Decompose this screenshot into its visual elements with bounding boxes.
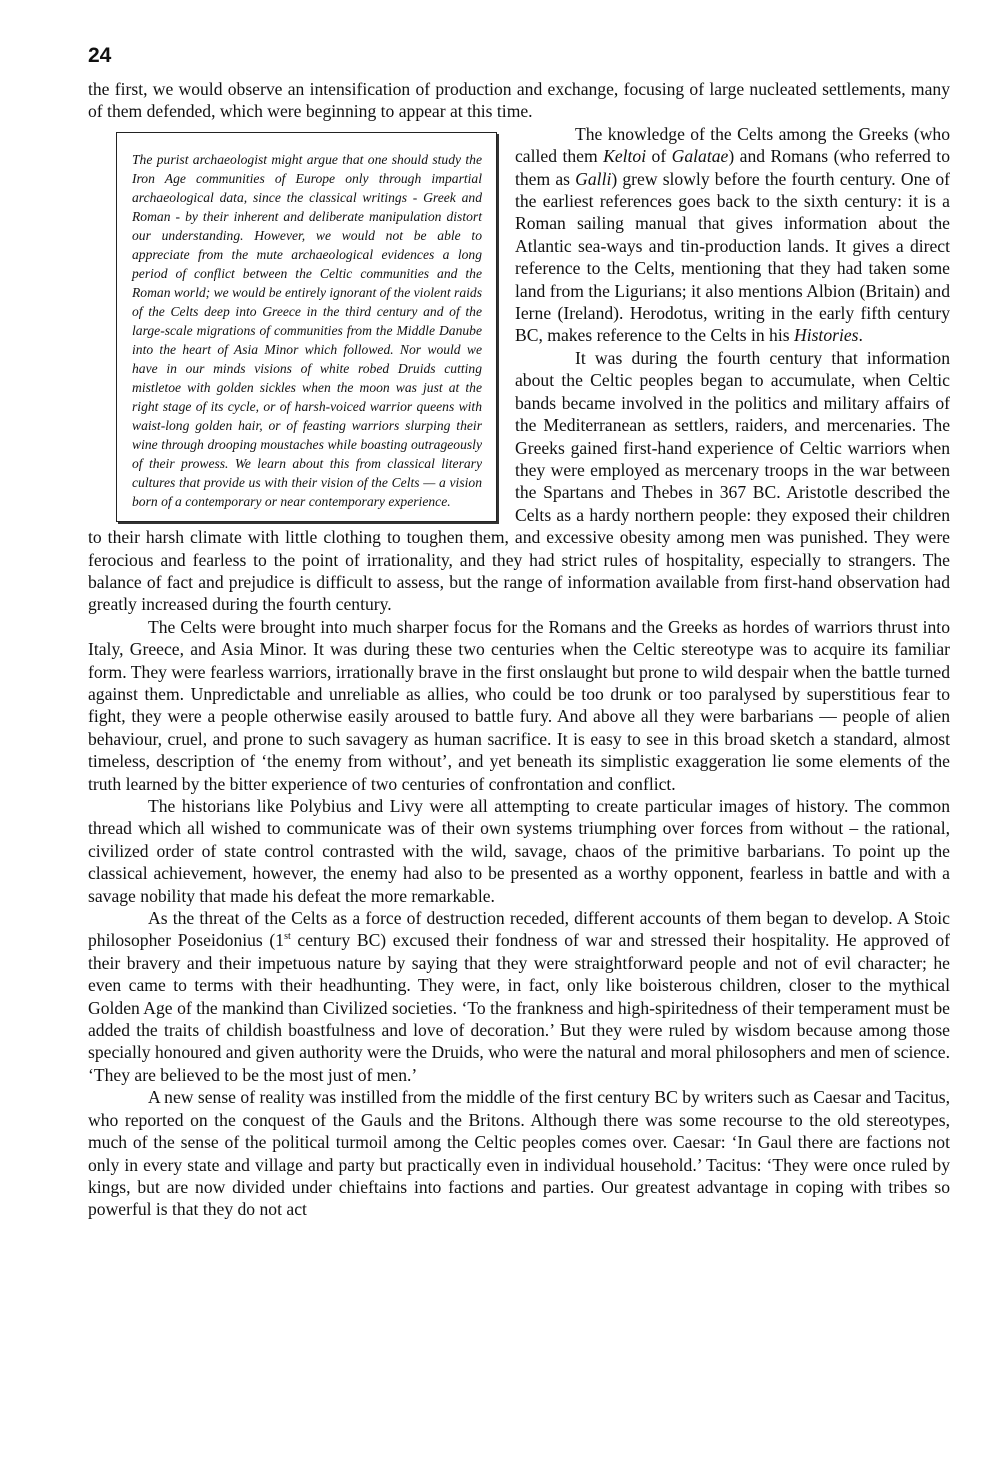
page-number: 24	[88, 44, 112, 67]
paragraph-1: the first, we would observe an intensification of production and exchange, focusing of large nucleated settlements, many of them defended, which were beginning to appear at this time.	[88, 79, 950, 122]
paragraph-2: The knowledge of the Celts among the Greeks (who called them Keltoi of Galatae) and Romans (who referred to them as Galli) grew slowly before the fourth century. One of the earliest references goes back to the sixth century: it is a Roman sailing manual that gives information about the Atlantic sea-ways and tin-production lands. It gives a direct reference to the Celts, mentioning that they had taken some land from the Ligurians; it also mentions Albion (Britain) and Ierne (Ireland). Herodotus, writing in the early fifth century BC, makes reference to the Celts in his Histories.	[515, 123, 950, 346]
paragraph-6: As the threat of the Celts as a force of destruction receded, different accounts of them began to develop. A Stoic philosopher Poseidonius (1st century BC) excused their fondness of war and stressed their hospitality. He approved of their bravery and their impetuous nature by saying that they were straightforward people and not of evil character; he even came to terms with their headhunting. They were, in fact, only like boisterous children, closer to the mythical Golden Age of the mankind than Civilized societies. ‘To the frankness and high-spiritedness of their temperament must be added the traits of childish boastfulness and love of decoration.’ But they were ruled by wisdom because among those specially honoured and given authority were the Druids, who were the natural and moral philosophers and men of science. ‘They are believed to be the most just of men.’	[88, 908, 950, 1085]
sidebar-box	[116, 132, 497, 522]
body-text	[88, 78, 950, 1221]
paragraph-3: It was during the fourth century that information about the Celtic peoples began to accumulate, when Celtic bands became involved in the politics and military affairs of the Mediterranean as settlers, raiders, and mercenaries. The Greeks gained first-hand experience of Celtic warriors when they were employed as mercenary troops in the war between the Spartans and Thebes in 367 BC. Aristotle described the Celts as a hardy northern people: they exposed their children to their harsh climate with little clothing to toughen them, and excessive obesity among men was punished. They were ferocious and fearless to the point of irrationality, and they had strict rules of hospitality, especially to strangers. The balance of fact and prejudice is difficult to assess, but the range of information available from first-hand observation had greatly increased during the fourth century.	[88, 347, 950, 615]
paragraph-5: The historians like Polybius and Livy were all attempting to create particular images of history. The common thread which all wished to communicate was of their own systems triumphing over forces from without – the rational, civilized order of state control contrasted with the wild, savage, chaos of the primitive barbarians. To point up the classical achievement, however, the enemy had also to be presented as a worthy opponent, fearless in battle and with a savage nobility that made his defeat the more remarkable.	[88, 796, 950, 906]
paragraph-7: A new sense of reality was instilled from the middle of the first century BC by writers such as Caesar and Tacitus, who reported on the conquest of the Gauls and the Britons. Although there was some recourse to the old stereotypes, much of the sense of the political turmoil among the Celtic peoples comes over. Caesar: ‘In Gaul there are factions not only in every state and village and party but practically even in individual household.’ Tacitus: ‘They were once ruled by kings, but are now divided under chieftains into factions and parties. Our greatest advantage in coping with tribes so powerful is that they do not act	[88, 1087, 950, 1220]
sidebar-text: The purist archaeologist might argue that one should study the Iron Age communities of Europe only through impartial archaeological data, since the classical writings - Greek and Roman - by their inherent and deliberate manipulation distort our understanding. However, we would not be able to appreciate from the mute archaeological evidences a long period of conflict between the Celtic communities and the Roman world; we would be entirely ignorant of the violent raids of the Celts deep into Greece in the third century and of the large-scale migrations of communities from the Middle Danube into the heart of Asia Minor which followed. Nor would we have in our minds visions of white robed Druids cutting mistletoe with golden sickles when the moon was just at the right stage of its cycle, or of harsh-voiced warrior queens with waist-long golden hair, or of feasting warriors slurping their wine through drooping moustaches while boasting outrageously of their prowess. We learn about this from classical literary cultures that provide us with their vision of the Celts — a vision born of a contemporary or near contemporary experience.	[132, 151, 482, 509]
paragraph-4: The Celts were brought into much sharper focus for the Romans and the Greeks as hordes of warriors thrust into Italy, Greece, and Asia Minor. It was during these two centuries when the Celtic stereotype was to acquire its familiar form. They were fearless warriors, irrationally brave in the first onslaught but prone to wild despair when the battle turned against them. Unpredictable and unreliable as allies, who could be too drunk or too paralysed by superstitious fear to fight, they were a people otherwise easily aroused to battle fury. And above all they were barbarians — people of alien behaviour, cruel, and prone to such savagery as human sacrifice. It is easy to see in this broad sketch a standard, almost timeless, description of ‘the enemy from without’, and yet beneath its simplistic exaggeration lie some elements of the truth learned by the bitter experience of two centuries of confrontation and conflict.	[88, 616, 950, 794]
